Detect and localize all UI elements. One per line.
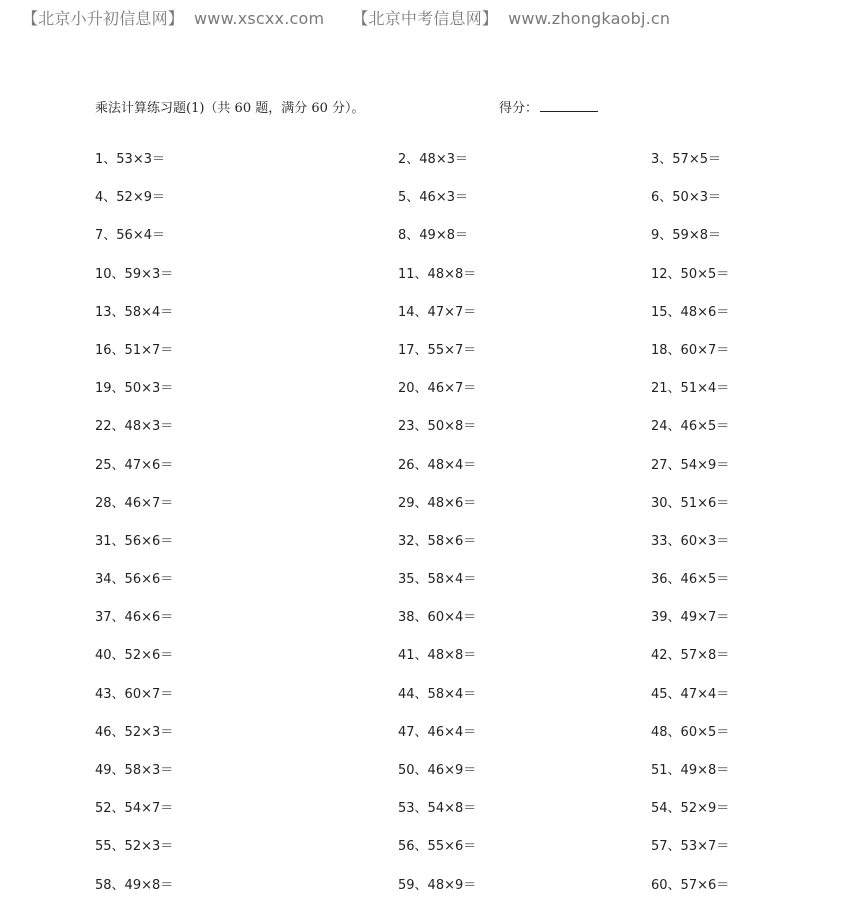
problem-item: 52、54×7＝ [95,801,174,817]
problem-row [0,417,844,455]
problem-row [0,876,844,914]
problem-item: 23、50×8＝ [398,419,477,435]
problem-item: 48、60×5＝ [651,724,730,740]
problem-item: 19、50×3＝ [95,381,174,397]
problem-item: 17、55×7＝ [398,342,477,358]
problem-item: 14、47×7＝ [398,304,477,320]
problem-item: 24、46×5＝ [651,419,730,435]
problem-item: 32、58×6＝ [398,533,477,549]
site2-url: www.zhongkaobj.cn [508,9,671,28]
problem-item: 58、49×8＝ [95,877,174,893]
problem-item: 34、56×6＝ [95,572,174,588]
problem-item: 44、58×4＝ [398,686,477,702]
problem-item: 20、46×7＝ [398,381,477,397]
problem-item: 53、54×8＝ [398,801,477,817]
problem-row [0,303,844,341]
problem-item: 29、48×6＝ [398,495,477,511]
problem-item: 22、48×3＝ [95,419,174,435]
problem-item: 12、50×5＝ [651,266,730,282]
problem-row [0,341,844,379]
problem-item: 43、60×7＝ [95,686,174,702]
problem-item: 41、48×8＝ [398,648,477,664]
site2-name: 【北京中考信息网】 [352,9,499,28]
problem-item: 51、49×8＝ [651,763,730,778]
site1-url: www.xscxx.com [194,9,325,28]
score-blank[interactable] [540,99,598,112]
problem-item: 55、52×3＝ [95,839,174,855]
problem-item: 15、48×6＝ [651,304,730,320]
problem-item: 28、46×7＝ [95,495,174,511]
problem-item: 30、51×6＝ [651,495,730,511]
worksheet-title: 乘法计算练习题(1)（共 60 题，满分 60 分）。 [95,101,365,116]
problem-row [0,799,844,837]
problem-item: 21、51×4＝ [651,381,730,397]
problem-item: 56、55×6＝ [398,839,477,855]
problem-item: 25、47×6＝ [95,457,174,473]
problem-item: 42、57×8＝ [651,648,730,664]
problem-row [0,379,844,417]
problem-item: 38、60×4＝ [398,610,477,626]
problem-item: 4、52×9＝ [95,190,165,206]
problem-item: 3、57×5＝ [651,152,721,167]
problem-item: 33、60×3＝ [651,533,730,549]
problem-item: 1、53×3＝ [95,152,165,167]
problem-item: 35、58×4＝ [398,572,477,588]
problem-item: 45、47×4＝ [651,686,730,702]
problem-row [0,226,844,264]
problem-row [0,265,844,303]
problem-row [0,532,844,570]
problem-row [0,646,844,684]
problem-item: 40、52×6＝ [95,648,174,664]
problem-item: 39、49×7＝ [651,610,730,626]
problem-item: 13、58×4＝ [95,304,174,320]
problem-item: 26、48×4＝ [398,457,477,473]
page-header [22,6,670,29]
problem-row [0,570,844,608]
problem-row [0,685,844,723]
problem-item: 54、52×9＝ [651,801,730,817]
problem-item: 47、46×4＝ [398,724,477,740]
problem-row [0,608,844,646]
problem-item: 57、53×7＝ [651,839,730,855]
problem-item: 60、57×6＝ [651,877,730,893]
problem-item: 18、60×7＝ [651,342,730,358]
problem-item: 37、46×6＝ [95,610,174,626]
problem-item: 9、59×8＝ [651,228,721,244]
score-label: 得分： [499,101,539,116]
problem-item: 7、56×4＝ [95,228,165,244]
problem-row [0,761,844,799]
problem-item: 59、48×9＝ [398,877,477,893]
problem-item: 6、50×3＝ [651,190,721,206]
problem-item: 49、58×3＝ [95,763,174,778]
problem-item: 50、46×9＝ [398,763,477,778]
problem-row [0,150,844,188]
problem-item: 8、49×8＝ [398,228,468,244]
problem-row [0,837,844,875]
problem-item: 27、54×9＝ [651,457,730,473]
problem-row [0,456,844,494]
problem-item: 10、59×3＝ [95,266,174,282]
problem-item: 11、48×8＝ [398,266,477,282]
problem-item: 5、46×3＝ [398,190,468,206]
problem-row [0,188,844,226]
problem-item: 46、52×3＝ [95,724,174,740]
problem-item: 2、48×3＝ [398,152,468,167]
problem-row [0,723,844,761]
problem-row [0,494,844,532]
problem-item: 36、46×5＝ [651,572,730,588]
site1-name: 【北京小升初信息网】 [22,9,185,28]
problem-item: 16、51×7＝ [95,342,174,358]
problem-item: 31、56×6＝ [95,533,174,549]
problem-grid [0,150,844,914]
score-field [499,97,598,116]
